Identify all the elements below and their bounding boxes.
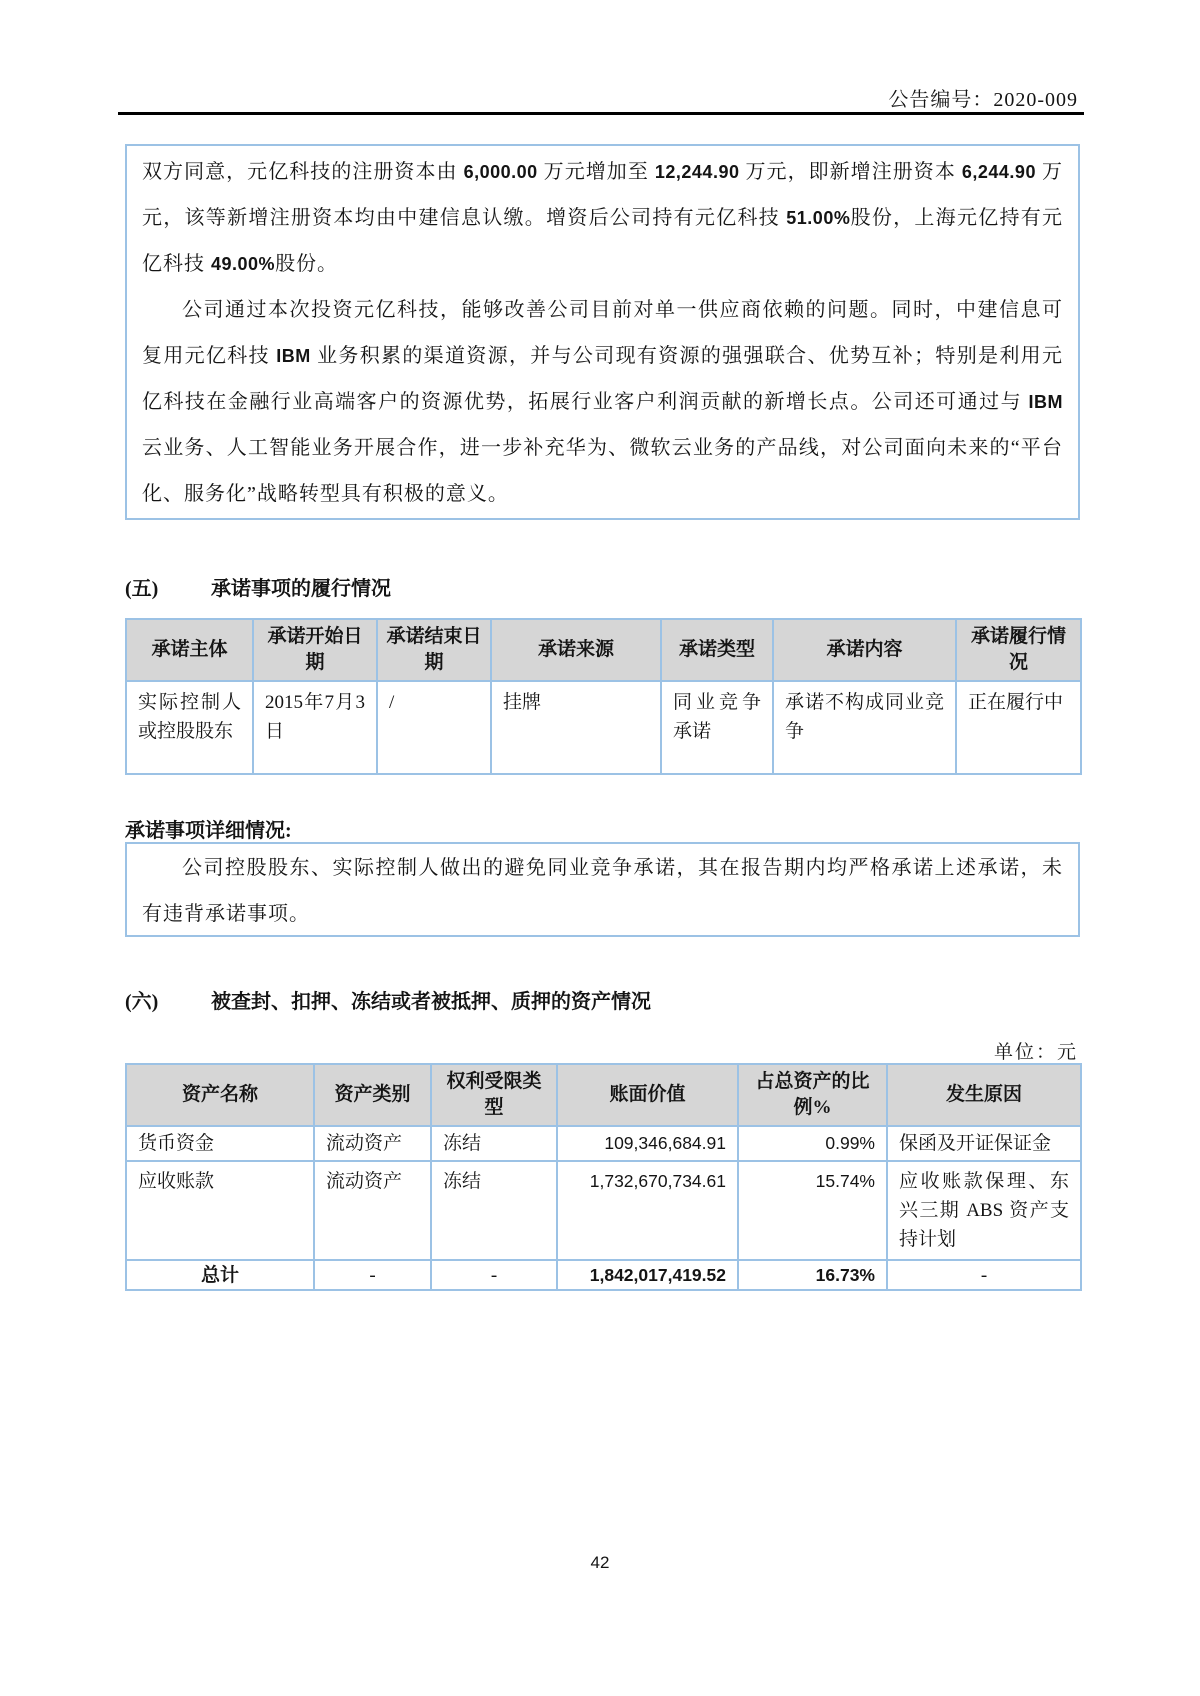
header-cell-asset-ratio: 占总资产的比例% [738, 1064, 887, 1126]
section-5-label: (五) [125, 578, 159, 600]
section-6-label: (六) [125, 991, 159, 1013]
cell-asset-class: 流动资产 [314, 1126, 431, 1161]
cell-asset-ratio: 0.99% [738, 1126, 887, 1161]
header-cell-end-date: 承诺结束日期 [377, 619, 491, 681]
header-cell-subject: 承诺主体 [126, 619, 253, 681]
assets-table-row [126, 1126, 1081, 1161]
header-cell-asset-name: 资产名称 [126, 1064, 314, 1126]
cell-book-value: 109,346,684.91 [557, 1126, 738, 1161]
assets-table-row [126, 1161, 1081, 1260]
header-cell-reason: 发生原因 [887, 1064, 1081, 1126]
intro-text-block [125, 144, 1080, 520]
cell-asset-name: 货币资金 [126, 1126, 314, 1161]
section-5-title: 承诺事项的履行情况 [211, 578, 391, 600]
header-cell-status: 承诺履行情况 [956, 619, 1081, 681]
cell-total-book-value: 1,842,017,419.52 [557, 1260, 738, 1290]
section-6-title: 被查封、扣押、冻结或者被抵押、质押的资产情况 [211, 991, 651, 1013]
page-number: 42 [590, 1553, 610, 1572]
header-cell-start-date: 承诺开始日期 [253, 619, 377, 681]
header-cell-book-value: 账面价值 [557, 1064, 738, 1126]
section-6-heading [125, 989, 651, 1015]
header-cell-source: 承诺来源 [491, 619, 661, 681]
header-rule [118, 112, 1084, 115]
cell-total-reason: - [887, 1260, 1081, 1290]
cell-total-class: - [314, 1260, 431, 1290]
cell-status: 正在履行中 [956, 681, 1081, 774]
cell-restriction-type: 冻结 [431, 1126, 557, 1161]
header-cell-restriction-type: 权利受限类型 [431, 1064, 557, 1126]
cell-start-date: 2015年7月3日 [253, 681, 377, 774]
cell-type: 同业竞争承诺 [661, 681, 773, 774]
cell-total-label: 总计 [126, 1260, 314, 1290]
unit-label: 单位：元 [993, 1042, 1078, 1063]
cell-end-date: / [377, 681, 491, 774]
cell-total-restriction: - [431, 1260, 557, 1290]
assets-table-header-row [126, 1064, 1081, 1126]
announcement-number: 公告编号：2020-009 [888, 89, 1078, 111]
intro-paragraph-1: 双方同意，元亿科技的注册资本由 6,000.00 万元增加至 12,244.90 万元，即新增注册资本 6,244.90 万元，该等新增注册资本均由中建信息认缴。增资后公司持有元亿科技 51.00%股份，上海元亿持有元亿科技 49.00%股份。 [142, 161, 1064, 275]
header-cell-asset-class: 资产类别 [314, 1064, 431, 1126]
cell-reason: 保函及开证保证金 [887, 1126, 1081, 1161]
commitment-detail-text: 公司控股股东、实际控制人做出的避免同业竞争承诺，其在报告期内均严格承诺上述承诺，未有违背承诺事项。 [142, 857, 1063, 925]
cell-source: 挂牌 [491, 681, 661, 774]
assets-table [125, 1063, 1082, 1291]
intro-paragraph-2: 公司通过本次投资元亿科技，能够改善公司目前对单一供应商依赖的问题。同时，中建信息可复用元亿科技 IBM 业务积累的渠道资源，并与公司现有资源的强强联合、优势互补；特别是利用元亿科技在金融行业高端客户的资源优势，拓展行业客户利润贡献的新增长点。公司还可通过与 IBM 云业务、人工智能业务开展合作，进一步补充华为、微软云业务的产品线，对公司面向未来的“平台化、服务化”战略转型具有积极的意义。 [142, 299, 1063, 505]
commitment-detail-block [125, 842, 1080, 937]
cell-restriction-type: 冻结 [431, 1161, 557, 1260]
cell-asset-ratio: 15.74% [738, 1161, 887, 1260]
cell-content: 承诺不构成同业竞争 [773, 681, 956, 774]
cell-book-value: 1,732,670,734.61 [557, 1161, 738, 1260]
commitment-table-header-row [126, 619, 1081, 681]
header-cell-content: 承诺内容 [773, 619, 956, 681]
header-cell-type: 承诺类型 [661, 619, 773, 681]
assets-table-total-row [126, 1260, 1081, 1290]
commitment-table [125, 618, 1082, 775]
cell-asset-class: 流动资产 [314, 1161, 431, 1260]
commitment-table-row [126, 681, 1081, 774]
cell-asset-name: 应收账款 [126, 1161, 314, 1260]
cell-reason: 应收账款保理、东兴三期 ABS 资产支持计划 [887, 1161, 1081, 1260]
section-5-heading [125, 576, 391, 602]
cell-total-ratio: 16.73% [738, 1260, 887, 1290]
commitment-detail-label: 承诺事项详细情况: [125, 820, 292, 842]
cell-subject: 实际控制人或控股股东 [126, 681, 253, 774]
